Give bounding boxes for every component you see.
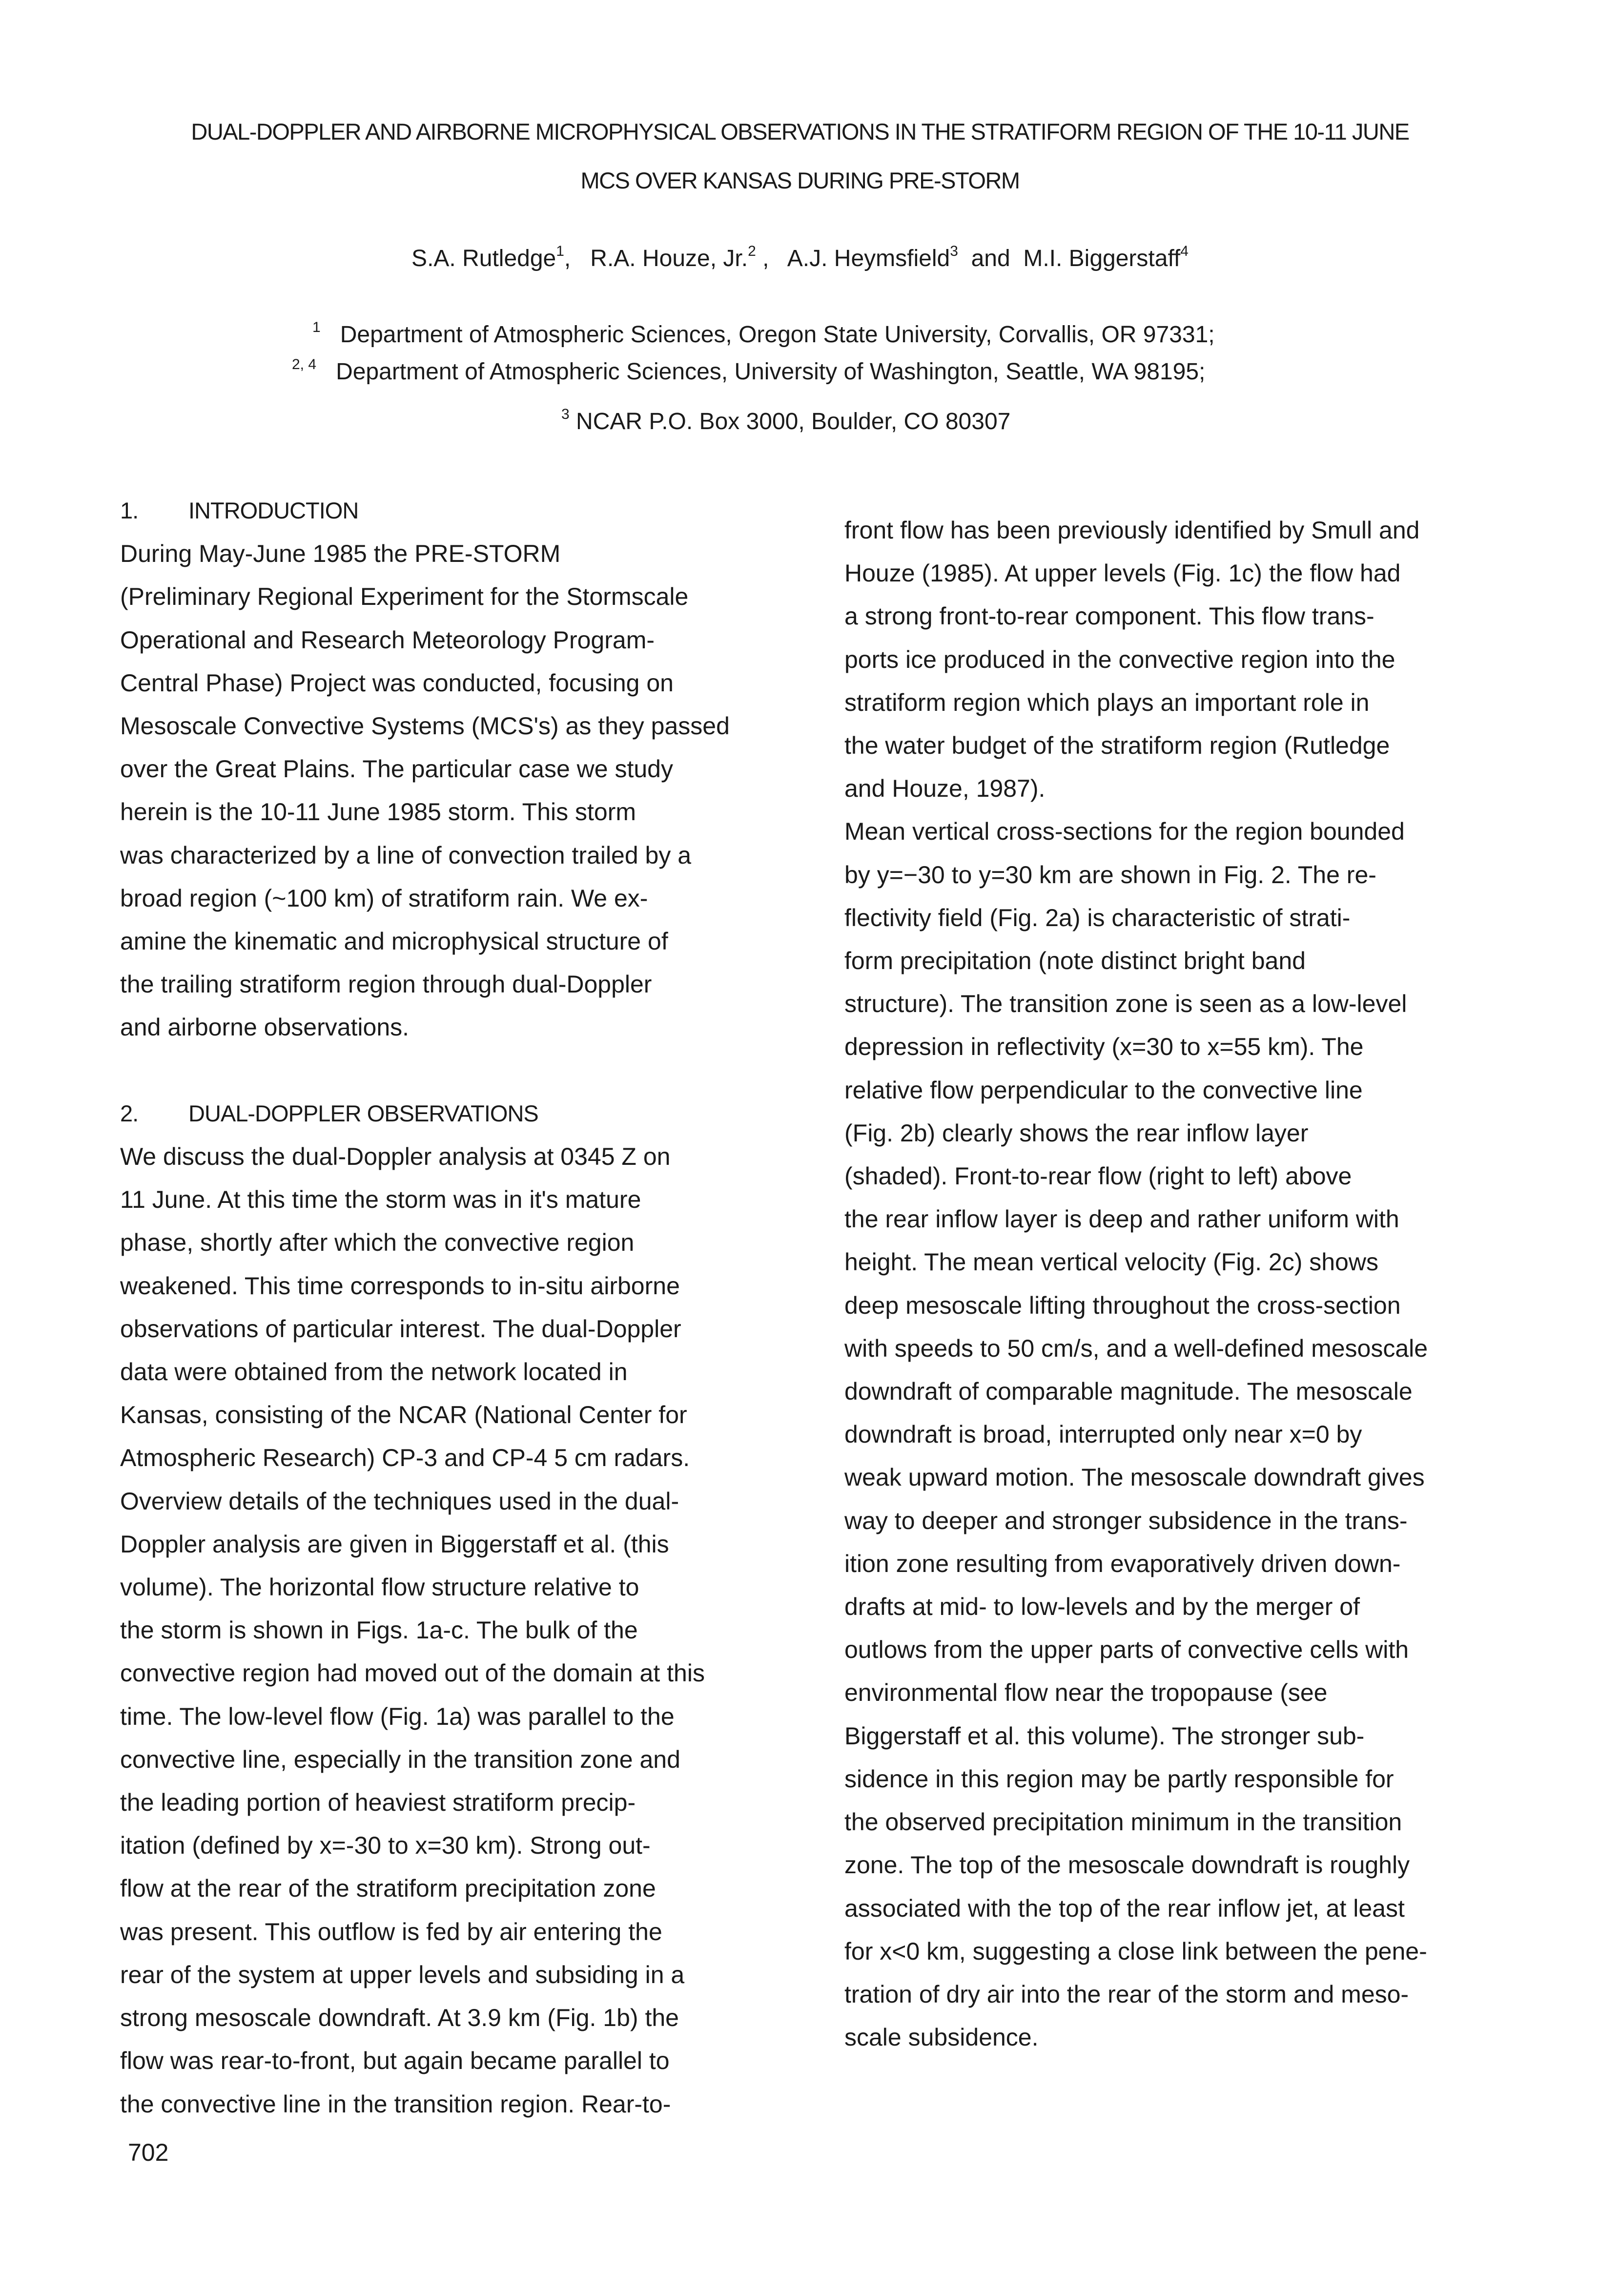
text-line: Atmospheric Research) CP-3 and CP-4 5 cm radars.	[120, 1444, 690, 1472]
right-column	[844, 489, 1518, 2059]
text-line: We discuss the dual-Doppler analysis at 0345 Z on	[120, 1143, 671, 1171]
text-line: front flow has been previously identified by Smull and	[844, 517, 1420, 544]
text-line: and airborne observations.	[120, 1014, 410, 1041]
text-line: (Preliminary Regional Experiment for the Stormscale	[120, 583, 689, 611]
text-line: relative flow perpendicular to the convective line	[844, 1076, 1363, 1104]
section-heading-dual-doppler	[120, 1092, 813, 1135]
affiliation-text: Department of Atmospheric Sciences, University of Washington, Seattle, WA 98195;	[336, 359, 1206, 385]
paper-title-line-2: MCS OVER KANSAS DURING PRE-STORM	[580, 167, 1020, 193]
text-line: amine the kinematic and microphysical structure of	[120, 928, 668, 955]
text-line: the trailing stratiform region through dual-Doppler	[120, 971, 652, 998]
author-name: A.J. Heymsfield	[787, 246, 950, 271]
text-line: flow was rear-to-front, but again became parallel to	[120, 2047, 670, 2075]
text-line: Doppler analysis are given in Biggerstaff et al. (this	[120, 1530, 669, 1558]
affiliation-text: NCAR P.O. Box 3000, Boulder, CO 80307	[576, 409, 1011, 434]
text-line: drafts at mid- to low-levels and by the merger of	[844, 1593, 1360, 1621]
text-line: (Fig. 2b) clearly shows the rear inflow layer	[844, 1119, 1309, 1147]
text-line: ports ice produced in the convective region into the	[844, 645, 1395, 673]
affiliation-mark: 2, 4	[292, 356, 317, 372]
text-line: Mean vertical cross-sections for the region bounded	[844, 818, 1405, 846]
affiliation-2	[292, 354, 1205, 390]
text-line: stratiform region which plays an important role in	[844, 688, 1370, 716]
text-line: downdraft is broad, interrupted only near x=0 by	[844, 1421, 1362, 1448]
text-line: form precipitation (note distinct bright band	[844, 947, 1306, 975]
left-column	[120, 489, 813, 2126]
text-line: a strong front-to-rear component. This flow trans-	[844, 602, 1374, 630]
text-line: broad region (~100 km) of stratiform rain. We ex-	[120, 884, 648, 912]
text-line: structure). The transition zone is seen as a low-level	[844, 990, 1407, 1018]
introduction-paragraph	[120, 532, 813, 1049]
text-line: with speeds to 50 cm/s, and a well-defined mesoscale	[844, 1334, 1428, 1362]
text-line: outlows from the upper parts of convective cells with	[844, 1636, 1409, 1664]
text-line: the convective line in the transition region. Rear-to-	[120, 2090, 671, 2118]
text-line: way to deeper and stronger subsidence in the trans-	[844, 1507, 1408, 1534]
text-line: the rear inflow layer is deep and rather uniform with	[844, 1205, 1399, 1233]
text-line: by y=−30 to y=30 km are shown in Fig. 2. The re-	[844, 861, 1376, 889]
text-line: height. The mean vertical velocity (Fig. 2c) shows	[844, 1248, 1378, 1276]
section-number: 1.	[120, 497, 139, 523]
text-line: convective line, especially in the transition zone and	[120, 1745, 680, 1773]
text-line: Operational and Research Meteorology Program-	[120, 626, 655, 654]
text-line: the observed precipitation minimum in the transition	[844, 1808, 1402, 1836]
author-name: R.A. Houze, Jr.	[590, 246, 748, 271]
text-line: During May-June 1985 the PRE-STORM	[120, 540, 561, 568]
text-line: volume). The horizontal flow structure relative to	[120, 1573, 639, 1601]
page-number: 702	[128, 2139, 169, 2166]
text-line: observations of particular interest. The dual-Doppler	[120, 1315, 681, 1343]
text-line: flectivity field (Fig. 2a) is characteristic of strati-	[844, 904, 1351, 931]
text-line: data were obtained from the network located in	[120, 1358, 628, 1386]
author-separator: ,	[756, 246, 782, 271]
text-line: was characterized by a line of convection trailed by a	[120, 841, 692, 869]
text-line: the leading portion of heaviest stratiform precip-	[120, 1789, 636, 1817]
text-line: weakened. This time corresponds to in-situ airborne	[120, 1272, 680, 1300]
text-line: (shaded). Front-to-rear flow (right to left) above	[844, 1162, 1352, 1190]
text-line: deep mesoscale lifting throughout the cross-section	[844, 1291, 1401, 1319]
text-line: associated with the top of the rear inflow jet, at least	[844, 1894, 1405, 1922]
text-line: ition zone resulting from evaporatively driven down-	[844, 1550, 1401, 1577]
text-line: environmental flow near the tropopause (see	[844, 1679, 1328, 1707]
text-line: time. The low-level flow (Fig. 1a) was parallel to the	[120, 1702, 675, 1730]
text-line: rear of the system at upper levels and subsiding in a	[120, 1961, 685, 1988]
text-line: Kansas, consisting of the NCAR (National Center for	[120, 1401, 687, 1429]
paper-title-line-1: DUAL-DOPPLER AND AIRBORNE MICROPHYSICAL OBSERVATIONS IN THE STRATIFORM REGION OF THE 10-11 JUNE	[191, 119, 1409, 145]
affiliation-mark: 3	[561, 406, 570, 422]
author-name: S.A. Rutledge	[411, 246, 556, 271]
text-line: strong mesoscale downdraft. At 3.9 km (Fig. 1b) the	[120, 2004, 679, 2032]
paragraph-gap	[120, 1049, 813, 1092]
column-top-offset	[844, 489, 1518, 509]
text-line: zone. The top of the mesoscale downdraft is roughly	[844, 1851, 1410, 1879]
text-line: Mesoscale Convective Systems (MCS's) as they passed	[120, 712, 730, 740]
text-line: tration of dry air into the rear of the storm and meso-	[844, 1980, 1409, 2008]
author-affiliation-mark: 2	[748, 243, 756, 259]
author-affiliation-mark: 3	[950, 243, 958, 259]
section-heading-introduction	[120, 489, 813, 532]
affiliation-text: Department of Atmospheric Sciences, Oregon State University, Corvallis, OR 97331;	[340, 322, 1215, 348]
text-line: flow at the rear of the stratiform precipitation zone	[120, 1875, 656, 1903]
text-line: downdraft of comparable magnitude. The mesoscale	[844, 1378, 1413, 1406]
author-separator: ,	[564, 246, 584, 271]
text-line: convective region had moved out of the domain at this	[120, 1659, 705, 1687]
text-line: Houze (1985). At upper levels (Fig. 1c) the flow had	[844, 559, 1401, 587]
author-separator: and	[958, 246, 1017, 271]
text-line: over the Great Plains. The particular case we study	[120, 755, 673, 783]
dual-doppler-paragraph	[120, 1135, 813, 2126]
text-line: the water budget of the stratiform region (Rutledge	[844, 732, 1390, 760]
section-title: INTRODUCTION	[188, 497, 359, 523]
section-title: DUAL-DOPPLER OBSERVATIONS	[188, 1100, 538, 1126]
text-line: weak upward motion. The mesoscale downdraft gives	[844, 1464, 1425, 1491]
text-line: scale subsidence.	[844, 2024, 1039, 2051]
affiliation-mark: 1	[312, 319, 321, 335]
text-line: Central Phase) Project was conducted, focusing on	[120, 669, 674, 697]
text-line: was present. This outflow is fed by air entering the	[120, 1918, 662, 1945]
text-line: depression in reflectivity (x=30 to x=55 km). The	[844, 1033, 1364, 1061]
author-name: M.I. Biggerstaff	[1023, 246, 1181, 271]
text-line: 11 June. At this time the storm was in it's mature	[120, 1186, 641, 1214]
cross-section-paragraph	[844, 810, 1518, 2059]
author-list	[0, 239, 1600, 278]
text-line: the storm is shown in Figs. 1a-c. The bulk of the	[120, 1616, 638, 1644]
text-line: itation (defined by x=-30 to x=30 km). Strong out-	[120, 1832, 651, 1860]
text-line: Biggerstaff et al. this volume). The stronger sub-	[844, 1722, 1365, 1750]
rear-to-front-paragraph	[844, 509, 1518, 810]
affiliation-1	[312, 317, 1215, 352]
text-line: Overview details of the techniques used in the dual-	[120, 1487, 679, 1515]
author-affiliation-mark: 1	[556, 243, 564, 259]
text-line: and Houze, 1987).	[844, 775, 1046, 803]
text-line: sidence in this region may be partly responsible for	[844, 1765, 1394, 1793]
section-number: 2.	[120, 1100, 139, 1126]
author-affiliation-mark: 4	[1180, 243, 1189, 259]
text-line: herein is the 10-11 June 1985 storm. This storm	[120, 798, 636, 826]
affiliation-3	[561, 404, 1010, 439]
text-line: phase, shortly after which the convective region	[120, 1229, 635, 1257]
text-line: for x<0 km, suggesting a close link between the pene-	[844, 1937, 1427, 1965]
